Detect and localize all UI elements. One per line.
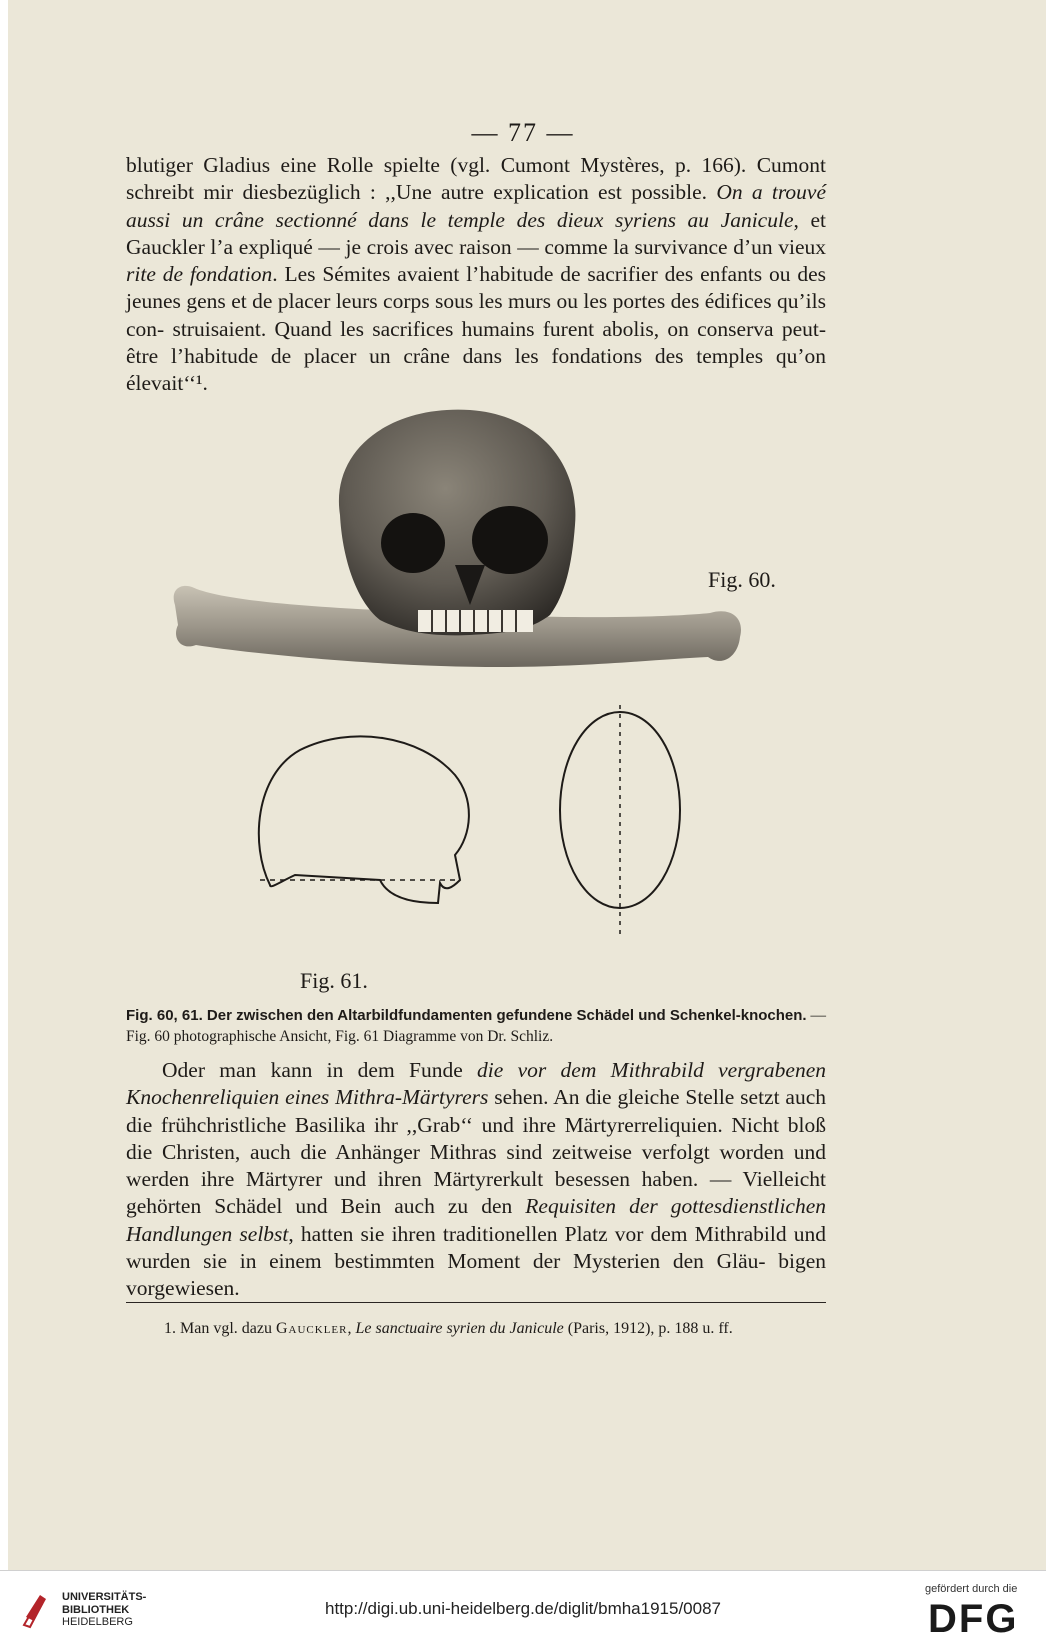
viewer-footer — [0, 1570, 1046, 1646]
figure-60-61 — [170, 405, 790, 1005]
text-line: avaient l’habitude de sacrifier des enfants ou des jeunes gens et de — [126, 262, 827, 314]
figure-60-label: Fig. 60. — [708, 567, 776, 592]
text-line: Märtyrerreliquien. Nicht bloß die Christen, auch die Anhänger — [126, 1112, 827, 1164]
text-line: struisaient. Quand les sacrifices humains furent abolis, on conserva — [172, 316, 774, 341]
text-line: Cumont schreibt mir diesbezüglich : ,,Une autre explication est — [126, 153, 826, 205]
footnote-text: (Paris, 1912), p. 188 u. ff. — [563, 1320, 733, 1337]
paragraph-2 — [126, 1057, 826, 1303]
text-line: und Bein auch zu den — [295, 1194, 526, 1219]
italic-phrase: Requisiten der gottesdienstlichen Handlungen — [126, 1194, 827, 1246]
page-number: — 77 — — [471, 118, 575, 147]
text-line: , et Gauckler l’a expliqué — je crois avec raison — [126, 207, 827, 259]
library-name-line: HEIDELBERG — [62, 1616, 133, 1628]
footnote-author: Gauckler — [275, 1320, 348, 1337]
italic-phrase: die vor dem Mithrabild vergrabenen — [477, 1058, 826, 1082]
footnote-1 — [126, 1318, 826, 1340]
text-line: temples qu’on élevait‘‘¹. — [126, 344, 826, 396]
footnote-text: 1. Man vgl. dazu — [164, 1320, 276, 1337]
text-line: und ihren Märtyrerkult besessen haben. — Vielleicht gehörten Schädel — [126, 1167, 827, 1219]
skull-photo — [170, 405, 790, 705]
text-line: peut-être l’habitude de placer un crâne dans les fondations des — [126, 316, 826, 369]
footnote-title: Le sanctuaire syrien du Janicule — [355, 1320, 564, 1337]
paragraph-1 — [126, 152, 826, 398]
skull-diagrams — [170, 705, 790, 1005]
text-line: placer leurs corps sous les murs ou les portes des édifices qu’ils con- — [126, 289, 826, 341]
italic-quote: syriens au Janicule — [615, 207, 794, 232]
italic-quote: On a trouvé aussi un crâne sectionné dans le temple des dieux — [126, 180, 827, 232]
library-name-line: BIBLIOTHEK — [62, 1603, 130, 1616]
text-line: — comme la survivance d’un vieux — [517, 234, 827, 259]
text-line: , hatten sie ihren traditionellen Platz vor dem Mithrabild und — [288, 1221, 826, 1246]
figure-61-label: Fig. 61. — [300, 968, 368, 993]
text-line: wurden sie in einem bestimmten Moment der Mysterien den Gläu- — [126, 1249, 766, 1274]
italic-phrase: Knochenreliquien eines Mithra-Märtyrers — [126, 1085, 489, 1110]
text-line: bigen vorgewiesen. — [126, 1249, 827, 1301]
text-line: Stelle setzt auch die frühchristliche Basilika ihr ,,Grab‘‘ und ihre — [126, 1085, 827, 1137]
text-line: Mithras sind zeitweise verfolgt worden und werden ihre Märtyrer — [126, 1139, 827, 1192]
dfg-logo[interactable]: DFG — [928, 1597, 1019, 1641]
caption-text: — Fig. 60 photographische Ansicht, Fig. 61 Diagramme von Dr. Schliz. — [126, 1007, 827, 1045]
funding-note: gefördert durch die — [925, 1583, 1018, 1595]
italic-term: rite de fondation — [126, 262, 273, 287]
text-line: Oder man kann in dem Funde — [162, 1058, 478, 1082]
figure-caption — [126, 1005, 826, 1047]
footnote-text: , — [347, 1320, 356, 1337]
text-line: blutiger Gladius eine Rolle spielte (vgl. Cumont Mystères, p. 166). — [126, 153, 747, 177]
footnote-divider — [126, 1302, 826, 1303]
text-line: possible. — [631, 180, 717, 205]
caption-title: Fig. 60, 61. Der zwischen den Altarbildfundamenten gefundene Schädel und Schenkel-knochen. — [126, 1007, 807, 1024]
text-line: . Les Sémites — [272, 262, 391, 287]
library-name-line: UNIVERSITÄTS- — [62, 1591, 147, 1603]
permalink-url[interactable]: http://digi.ub.uni-heidelberg.de/diglit/bmha1915/0087 — [324, 1599, 721, 1618]
italic-phrase: selbst — [239, 1221, 289, 1246]
text-line: sehen. An die gleiche — [488, 1085, 680, 1110]
